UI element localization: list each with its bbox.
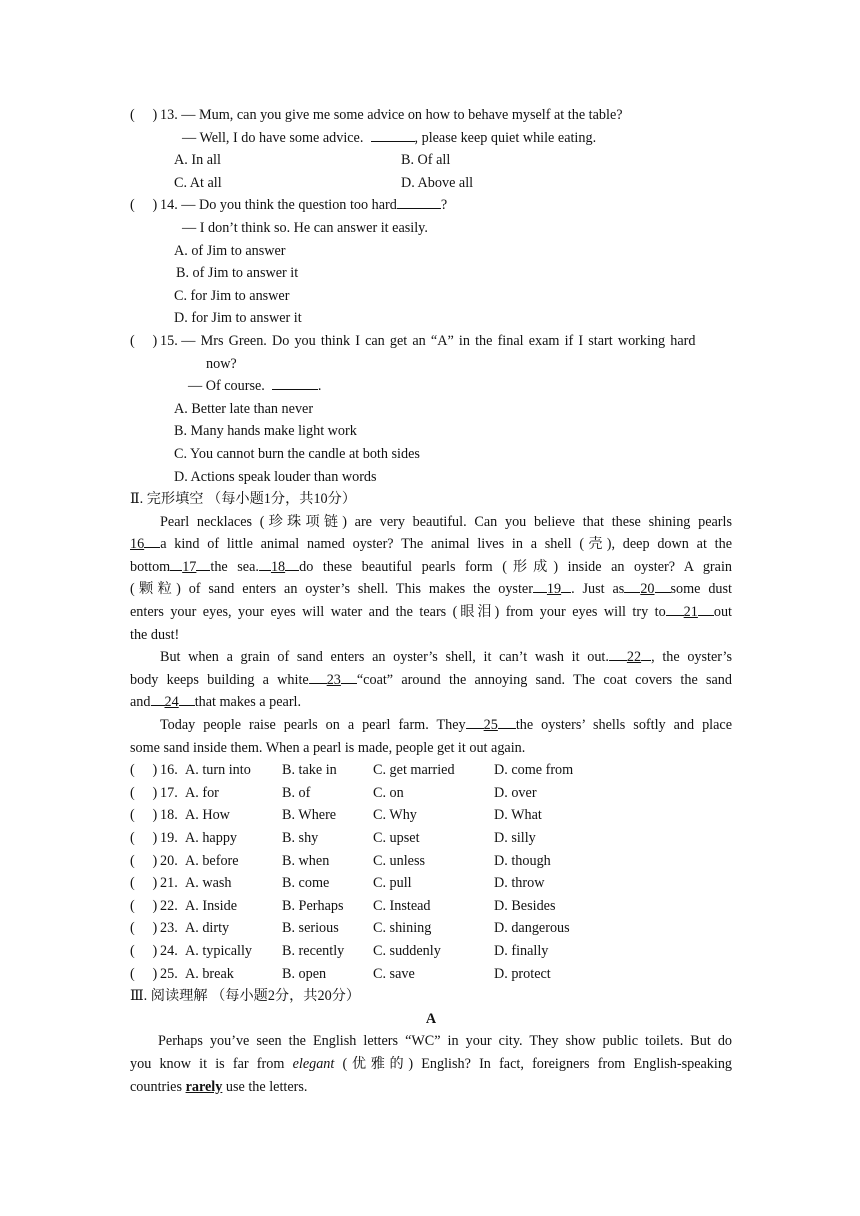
option-d[interactable]: D. finally	[494, 942, 549, 959]
cloze-question-row	[130, 827, 732, 850]
option-a[interactable]: A. dirty	[185, 920, 230, 937]
option-d[interactable]: D. Actions speak louder than words	[174, 468, 377, 485]
question-15-reply: — Of course. .	[130, 375, 732, 398]
option-b[interactable]: B. serious	[282, 920, 339, 937]
answer-paren[interactable]: ( )	[130, 107, 158, 123]
option-a[interactable]: A. How	[185, 807, 230, 824]
question-15-stem-cont: now?	[206, 355, 237, 372]
passage-l1: Perhaps you’ve seen the English letters “WC” in your city. They show public toilets. But do	[158, 1033, 732, 1050]
option-d[interactable]: D. protect	[494, 965, 551, 982]
option-c[interactable]: C. upset	[373, 830, 420, 846]
question-13-reply: — Well, I do have some advice. , please keep quiet while eating.	[130, 127, 732, 150]
question-number: 22.	[160, 897, 178, 914]
option-b[interactable]: B. open	[282, 965, 327, 982]
option-d[interactable]: D. Above all	[401, 174, 474, 191]
answer-blank[interactable]	[397, 194, 441, 209]
option-a[interactable]: A. In all	[174, 152, 221, 169]
section-heading-reading: Ⅲ. 阅读理解 （每小题2分，共20分）	[130, 988, 361, 1005]
blank-18[interactable]: 18	[270, 558, 286, 575]
option-a[interactable]: A. wash	[185, 875, 232, 892]
option-d[interactable]: D. for Jim to answer it	[174, 310, 302, 327]
option-b[interactable]: B. Of all	[401, 152, 451, 169]
option-c[interactable]: C. on	[373, 784, 404, 801]
option-b[interactable]: B. Where	[282, 807, 337, 824]
cloze-question-row	[130, 940, 732, 963]
cloze-options	[130, 759, 732, 985]
cloze-question-row	[130, 895, 732, 918]
answer-paren[interactable]: ( )	[130, 965, 158, 982]
answer-paren[interactable]: ( )	[130, 807, 158, 824]
passage-l2: you know it is far from elegant (优雅的) English? In fact, foreigners from English-speaking	[130, 1055, 733, 1072]
blank-23[interactable]: 23	[326, 671, 341, 688]
question-13-options-ab	[130, 149, 732, 172]
cloze-question-row	[130, 963, 732, 986]
cloze-p1-l4: (颗粒) of sand enters an oyster’s shell. This makes the oyster 19 . Just as 20 some dust	[130, 578, 732, 601]
blank-24[interactable]: 24	[164, 694, 179, 711]
blank-17[interactable]: 17	[182, 558, 197, 575]
question-15: ( ) 15. — Mrs Green. Do you think I can get an “A” in the final exam if I start working hard	[130, 330, 732, 353]
option-b[interactable]: B. recently	[282, 942, 345, 959]
option-c[interactable]: C. You cannot burn the candle at both sides	[174, 445, 420, 462]
option-a[interactable]: A. typically	[185, 942, 252, 959]
option-a[interactable]: A. for	[185, 784, 219, 801]
question-number: 20.	[160, 852, 178, 869]
option-a[interactable]: A. Inside	[185, 897, 238, 914]
option-c[interactable]: C. shining	[373, 920, 432, 937]
passage-title: A	[425, 1010, 437, 1027]
option-c[interactable]: C. suddenly	[373, 942, 441, 959]
keyword-rarely: rarely	[185, 1078, 223, 1095]
option-a[interactable]: A. break	[185, 965, 234, 982]
option-d[interactable]: D. throw	[494, 875, 545, 892]
option-b[interactable]: B. of Jim to answer it	[176, 265, 299, 282]
option-d[interactable]: D. Besides	[494, 897, 556, 914]
option-a[interactable]: A. happy	[185, 830, 238, 846]
blank-22[interactable]: 22	[626, 649, 642, 666]
option-c[interactable]: C. pull	[373, 875, 412, 892]
option-d[interactable]: D. though	[494, 852, 551, 869]
question-number: 17.	[160, 784, 178, 801]
option-d[interactable]: D. silly	[494, 830, 536, 846]
answer-blank[interactable]	[272, 375, 318, 390]
question-number: 23.	[160, 920, 178, 937]
option-a[interactable]: A. of Jim to answer	[174, 242, 286, 259]
option-b[interactable]: B. when	[282, 852, 330, 869]
option-c[interactable]: C. unless	[373, 852, 426, 869]
option-a[interactable]: A. before	[185, 852, 239, 869]
answer-paren[interactable]: ( )	[130, 197, 158, 214]
question-13-options-cd	[130, 172, 732, 195]
exam-page	[130, 104, 732, 1098]
option-c[interactable]: C. At all	[174, 174, 222, 191]
option-c[interactable]: C. get married	[373, 762, 455, 779]
option-b[interactable]: B. Many hands make light work	[174, 423, 357, 440]
answer-paren[interactable]: ( )	[130, 942, 158, 959]
question-14: ( ) 14. — Do you think the question too hard ?	[130, 194, 732, 217]
question-number: 21.	[160, 875, 178, 892]
answer-paren[interactable]: ( )	[130, 332, 158, 349]
answer-blank[interactable]	[371, 127, 415, 142]
cloze-p3-l2: some sand inside them. When a pearl is made, people get it out again.	[130, 739, 526, 756]
blank-21[interactable]: 21	[683, 604, 698, 621]
answer-paren[interactable]: ( )	[130, 784, 158, 801]
question-14-reply: — I don’t think so. He can answer it easily.	[182, 219, 428, 236]
option-b[interactable]: B. Perhaps	[282, 897, 344, 914]
option-a[interactable]: A. turn into	[185, 762, 251, 779]
question-number: 19.	[160, 830, 178, 846]
answer-paren[interactable]: ( )	[130, 852, 158, 869]
option-c[interactable]: C. Instead	[373, 897, 431, 914]
cloze-question-row	[130, 872, 732, 895]
cloze-question-row	[130, 759, 732, 782]
option-b[interactable]: B. take in	[282, 762, 337, 779]
cloze-question-row	[130, 850, 732, 873]
cloze-p1-l2: 16 a kind of little animal named oyster? The animal lives in a shell (壳), deep down at the	[130, 533, 732, 556]
cloze-p3-l1: Today people raise pearls on a pearl farm. They 25 the oysters’ shells softly and place	[130, 714, 732, 737]
cloze-p2-l2: body keeps building a white 23 “coat” around the annoying sand. The coat covers the sand	[130, 669, 732, 692]
option-a[interactable]: A. Better late than never	[174, 400, 314, 417]
blank-16[interactable]: 16	[130, 536, 145, 553]
option-b[interactable]: B. of	[282, 784, 311, 801]
option-b[interactable]: B. shy	[282, 830, 319, 846]
blank-25[interactable]: 25	[483, 717, 498, 734]
option-d[interactable]: D. dangerous	[494, 920, 570, 937]
question-number: 24.	[160, 942, 178, 959]
blank-20[interactable]: 20	[640, 581, 655, 598]
cloze-question-row	[130, 917, 732, 940]
cloze-p1-l1: Pearl necklaces (珍珠项链) are very beautiful. Can you believe that these shining pearls	[160, 513, 732, 530]
question-number: 16.	[160, 762, 178, 779]
option-c[interactable]: C. for Jim to answer	[174, 287, 290, 304]
question-number: 18.	[160, 807, 178, 824]
option-c[interactable]: C. Why	[373, 807, 417, 824]
answer-paren[interactable]: ( )	[130, 875, 158, 892]
blank-19[interactable]: 19	[546, 581, 562, 598]
cloze-question-row	[130, 804, 732, 827]
option-b[interactable]: B. come	[282, 875, 330, 892]
answer-paren[interactable]: ( )	[130, 920, 158, 937]
answer-paren[interactable]: ( )	[130, 762, 158, 779]
option-c[interactable]: C. save	[373, 965, 415, 982]
answer-paren[interactable]: ( )	[130, 897, 158, 914]
question-13: ( ) 13. — Mum, can you give me some advice on how to behave myself at the table?	[130, 104, 732, 127]
cloze-question-row	[130, 782, 732, 805]
option-d[interactable]: D. over	[494, 784, 537, 801]
question-number: 25.	[160, 965, 178, 982]
passage-l3: countries rarely use the letters.	[130, 1078, 308, 1095]
cloze-p1-l6: the dust!	[130, 626, 180, 643]
cloze-p2-l3: and 24 that makes a pearl.	[130, 691, 732, 714]
cloze-p2-l1: But when a grain of sand enters an oyster’s shell, it can’t wash it out. 22 , the oyster’s	[130, 646, 732, 669]
option-d[interactable]: D. What	[494, 807, 542, 824]
option-d[interactable]: D. come from	[494, 762, 574, 779]
section-heading-cloze: Ⅱ. 完形填空 （每小题1分，共10分）	[130, 491, 357, 508]
answer-paren[interactable]: ( )	[130, 830, 158, 846]
cloze-p1-l5: enters your eyes, your eyes will water and the tears (眼泪) from your eyes will try to 21 out	[130, 601, 732, 624]
cloze-p1-l3: bottom 17 the sea. 18 do these beautiful pearls form (形成) inside an oyster? A grain	[130, 556, 732, 579]
